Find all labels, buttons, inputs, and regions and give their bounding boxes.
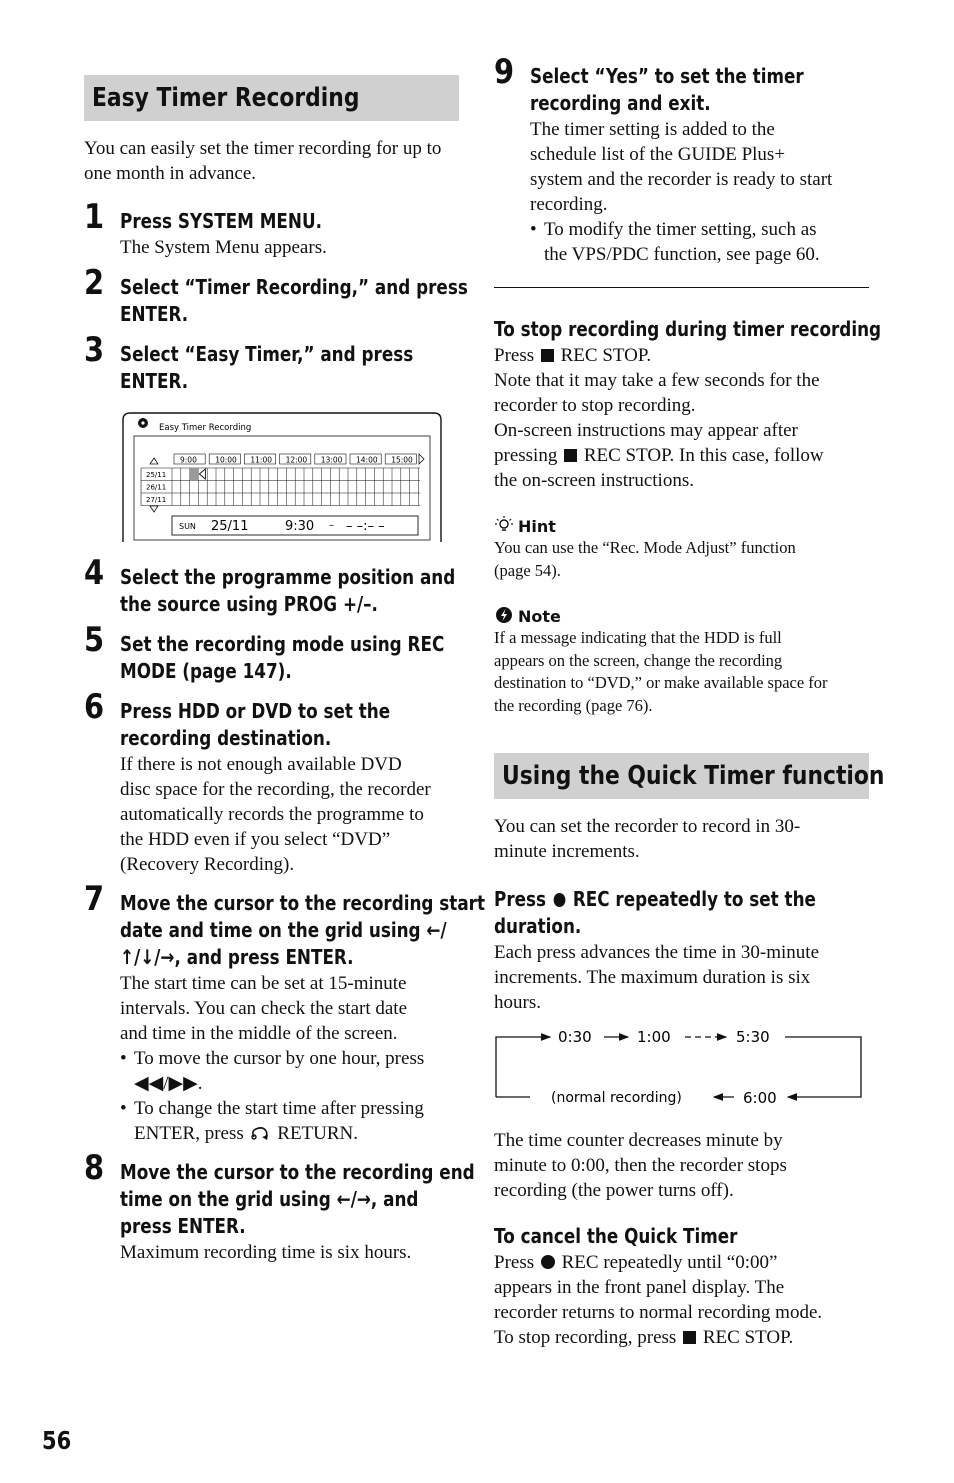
step-body-line: The timer setting is added to the bbox=[530, 119, 775, 140]
right-arrow-icon bbox=[419, 454, 424, 464]
step-title-line: Move the cursor to the recording start bbox=[120, 891, 485, 915]
step-number: 3 bbox=[84, 330, 105, 370]
bullet-line: the VPS/PDC function, see page 60. bbox=[544, 244, 820, 265]
stop-square-icon bbox=[564, 449, 577, 462]
step-number: 6 bbox=[84, 687, 105, 727]
text-line bbox=[494, 1325, 870, 1350]
press-rec-block bbox=[494, 886, 870, 1015]
time-label: 14:00 bbox=[356, 455, 378, 465]
text: pressing bbox=[494, 445, 558, 466]
time-label: 12:00 bbox=[285, 455, 308, 465]
text: REC repeatedly to set the bbox=[572, 887, 816, 911]
note-label-row bbox=[494, 605, 870, 627]
step-title-line: Select “Yes” to set the timer bbox=[530, 64, 804, 88]
normal-recording-label: (normal recording) bbox=[551, 1090, 682, 1106]
step-body: Maximum recording time is six hours. bbox=[120, 1242, 412, 1263]
separator: – bbox=[329, 520, 334, 531]
step-body: The System Menu appears. bbox=[120, 237, 327, 258]
text-line: minute increments. bbox=[494, 841, 640, 862]
step-body-line: schedule list of the GUIDE Plus+ bbox=[530, 144, 786, 165]
note-block bbox=[494, 605, 870, 717]
time-label: 9:00 bbox=[180, 455, 197, 465]
section-title-quick-timer bbox=[494, 753, 885, 799]
time-1-00: 1:00 bbox=[637, 1028, 671, 1046]
bullet-item bbox=[530, 217, 880, 267]
hint-label: Hint bbox=[518, 517, 556, 536]
step-title-line: Select the programme position and bbox=[120, 565, 456, 589]
divider bbox=[494, 287, 869, 288]
text-line: recorder to stop recording. bbox=[494, 395, 696, 416]
step-number: 2 bbox=[84, 263, 105, 303]
step-number: 1 bbox=[84, 197, 105, 237]
step-body-line: The start time can be set at 15-minute bbox=[120, 973, 407, 994]
bullet-line: • To move the cursor by one hour, press bbox=[134, 1048, 425, 1069]
section-title-easy-timer bbox=[84, 75, 459, 121]
bullet-item bbox=[120, 1046, 470, 1096]
bullet-line: • To change the start time after pressing bbox=[134, 1098, 424, 1119]
step-number: 5 bbox=[84, 620, 105, 660]
text: REC STOP. In this case, follow bbox=[583, 445, 824, 466]
rec-dot-icon bbox=[541, 1255, 555, 1269]
step-body-line: automatically records the programme to bbox=[120, 804, 424, 825]
step-number: 9 bbox=[494, 52, 515, 92]
step-title-line: Set the recording mode using REC bbox=[120, 632, 445, 656]
counter-text bbox=[494, 1128, 870, 1203]
cursor-icon bbox=[199, 469, 205, 479]
step-title-line: ENTER. bbox=[120, 369, 189, 393]
note-line: destination to “DVD,” or make available space for bbox=[494, 673, 828, 692]
bullet-line: ◀◀/▶▶. bbox=[134, 1073, 203, 1094]
screen-title: Easy Timer Recording bbox=[159, 423, 252, 433]
subheading bbox=[494, 886, 816, 913]
bullet-text: RETURN. bbox=[277, 1123, 359, 1144]
step-body-line: If there is not enough available DVD bbox=[120, 754, 402, 775]
text: Press bbox=[494, 1252, 535, 1273]
bullet-text: ENTER, press bbox=[134, 1123, 244, 1144]
down-arrow-icon bbox=[150, 506, 158, 512]
hint-line: You can use the “Rec. Mode Adjust” function bbox=[494, 538, 796, 557]
stop-square-icon bbox=[541, 349, 554, 362]
step-title-line: ENTER. bbox=[120, 302, 189, 326]
note-line: If a message indicating that the HDD is full bbox=[494, 628, 782, 647]
step-body-line: (Recovery Recording). bbox=[120, 854, 295, 875]
step-title-line: recording and exit. bbox=[530, 91, 711, 115]
step-title-line: time on the grid using ←/→, and bbox=[120, 1187, 419, 1211]
step-title-line: recording destination. bbox=[120, 726, 332, 750]
step-body-line: system and the recorder is ready to start bbox=[530, 169, 833, 190]
rec-dot-icon bbox=[554, 893, 566, 907]
step-title-line: Select “Easy Timer,” and press bbox=[120, 342, 414, 366]
bullet-line: • To modify the timer setting, such as bbox=[544, 219, 817, 240]
text-line: recorder returns to normal recording mode. bbox=[494, 1302, 823, 1323]
time-label: 10:00 bbox=[215, 455, 237, 465]
step-title-line: Press HDD or DVD to set the bbox=[120, 699, 391, 723]
step-title-line: the source using PROG +/–. bbox=[120, 592, 378, 616]
time-label: 11:00 bbox=[250, 455, 273, 465]
bullet-line bbox=[134, 1121, 470, 1146]
step-title-line: Select “Timer Recording,” and press bbox=[120, 275, 468, 299]
date-label: 26/11 bbox=[146, 483, 167, 492]
step-title-line: ↑/↓/→, and press ENTER. bbox=[120, 945, 354, 969]
hint-block bbox=[494, 515, 870, 582]
text: Press bbox=[494, 345, 535, 366]
text-line: On-screen instructions may appear after bbox=[494, 420, 798, 441]
text-line: minute to 0:00, then the recorder stops bbox=[494, 1155, 787, 1176]
selected-cell bbox=[190, 468, 199, 481]
step-number: 7 bbox=[84, 879, 105, 919]
text-line bbox=[494, 443, 870, 468]
step-title: Press SYSTEM MENU. bbox=[120, 209, 322, 233]
text-line bbox=[494, 1250, 870, 1275]
start-date: 25/11 bbox=[211, 519, 249, 534]
step-title-line: press ENTER. bbox=[120, 1214, 246, 1238]
step-body-line: recording. bbox=[530, 194, 608, 215]
step-title-line: MODE (page 147). bbox=[120, 659, 292, 683]
time-0-30: 0:30 bbox=[558, 1028, 592, 1046]
time-label: 15:00 bbox=[391, 455, 413, 465]
text-line: Each press advances the time in 30-minute bbox=[494, 942, 820, 963]
step-title-line: date and time on the grid using ←/ bbox=[120, 918, 447, 942]
step-body-line: disc space for the recording, the recorder bbox=[120, 779, 431, 800]
text-line: You can set the recorder to record in 30- bbox=[494, 816, 801, 837]
step-body-line: and time in the middle of the screen. bbox=[120, 1023, 398, 1044]
time-6-00: 6:00 bbox=[743, 1089, 777, 1107]
page-number: 56 bbox=[42, 1426, 72, 1455]
text: REC repeatedly until “0:00” bbox=[561, 1252, 778, 1273]
end-time: – –:– – bbox=[346, 519, 385, 534]
text: Press bbox=[494, 887, 547, 911]
text: REC STOP. bbox=[560, 345, 652, 366]
text-line bbox=[494, 343, 870, 368]
start-time: 9:30 bbox=[285, 519, 315, 534]
disc-icon bbox=[138, 418, 148, 428]
hint-label-row bbox=[494, 515, 870, 537]
text-line: The time counter decreases minute by bbox=[494, 1130, 783, 1151]
note-label: Note bbox=[518, 607, 561, 626]
text-line: the on-screen instructions. bbox=[494, 470, 694, 491]
time-label: 13:00 bbox=[320, 455, 343, 465]
note-icon bbox=[494, 605, 514, 625]
screen-svg bbox=[122, 412, 442, 542]
date-label: 27/11 bbox=[146, 496, 167, 504]
text-line: recording (the power turns off). bbox=[494, 1180, 734, 1201]
section-title-text: Using the Quick Timer function bbox=[502, 761, 885, 791]
step-body-line: intervals. You can check the start date bbox=[120, 998, 408, 1019]
date-label: 25/11 bbox=[146, 471, 167, 479]
stop-square-icon bbox=[683, 1331, 696, 1344]
subheading: duration. bbox=[494, 914, 582, 938]
text-line: increments. The maximum duration is six bbox=[494, 967, 811, 988]
cancel-block bbox=[494, 1223, 870, 1350]
text-line: appears in the front panel display. The bbox=[494, 1277, 785, 1298]
text-line: Note that it may take a few seconds for the bbox=[494, 370, 820, 391]
stop-recording-block bbox=[494, 316, 882, 493]
lightbulb-icon bbox=[494, 515, 514, 535]
easy-timer-screen-illustration bbox=[122, 412, 442, 542]
subheading: To cancel the Quick Timer bbox=[494, 1224, 738, 1248]
flow-svg bbox=[494, 1020, 870, 1110]
text-line: hours. bbox=[494, 992, 541, 1013]
bullet-item bbox=[120, 1096, 470, 1146]
step-body-line: the HDD even if you select “DVD” bbox=[120, 829, 391, 850]
note-line: the recording (page 76). bbox=[494, 695, 653, 715]
quick-timer-flow-diagram bbox=[494, 1020, 870, 1110]
up-arrow-icon bbox=[150, 458, 158, 464]
step-number: 8 bbox=[84, 1148, 105, 1188]
text: REC STOP. bbox=[702, 1327, 794, 1348]
quick-intro bbox=[494, 814, 870, 864]
section-title-text: Easy Timer Recording bbox=[92, 83, 360, 113]
note-line: appears on the screen, change the recording bbox=[494, 650, 783, 670]
intro-text: You can easily set the timer recording for up to one month in advance. bbox=[84, 138, 442, 184]
day-label: SUN bbox=[179, 522, 196, 531]
step-title-line: Move the cursor to the recording end bbox=[120, 1160, 475, 1184]
return-arrow-icon bbox=[249, 1125, 273, 1141]
text: To stop recording, press bbox=[494, 1327, 677, 1348]
subheading: To stop recording during timer recording bbox=[494, 317, 882, 341]
time-5-30: 5:30 bbox=[736, 1028, 770, 1046]
hint-line: (page 54). bbox=[494, 560, 561, 580]
step-number: 4 bbox=[84, 553, 105, 593]
